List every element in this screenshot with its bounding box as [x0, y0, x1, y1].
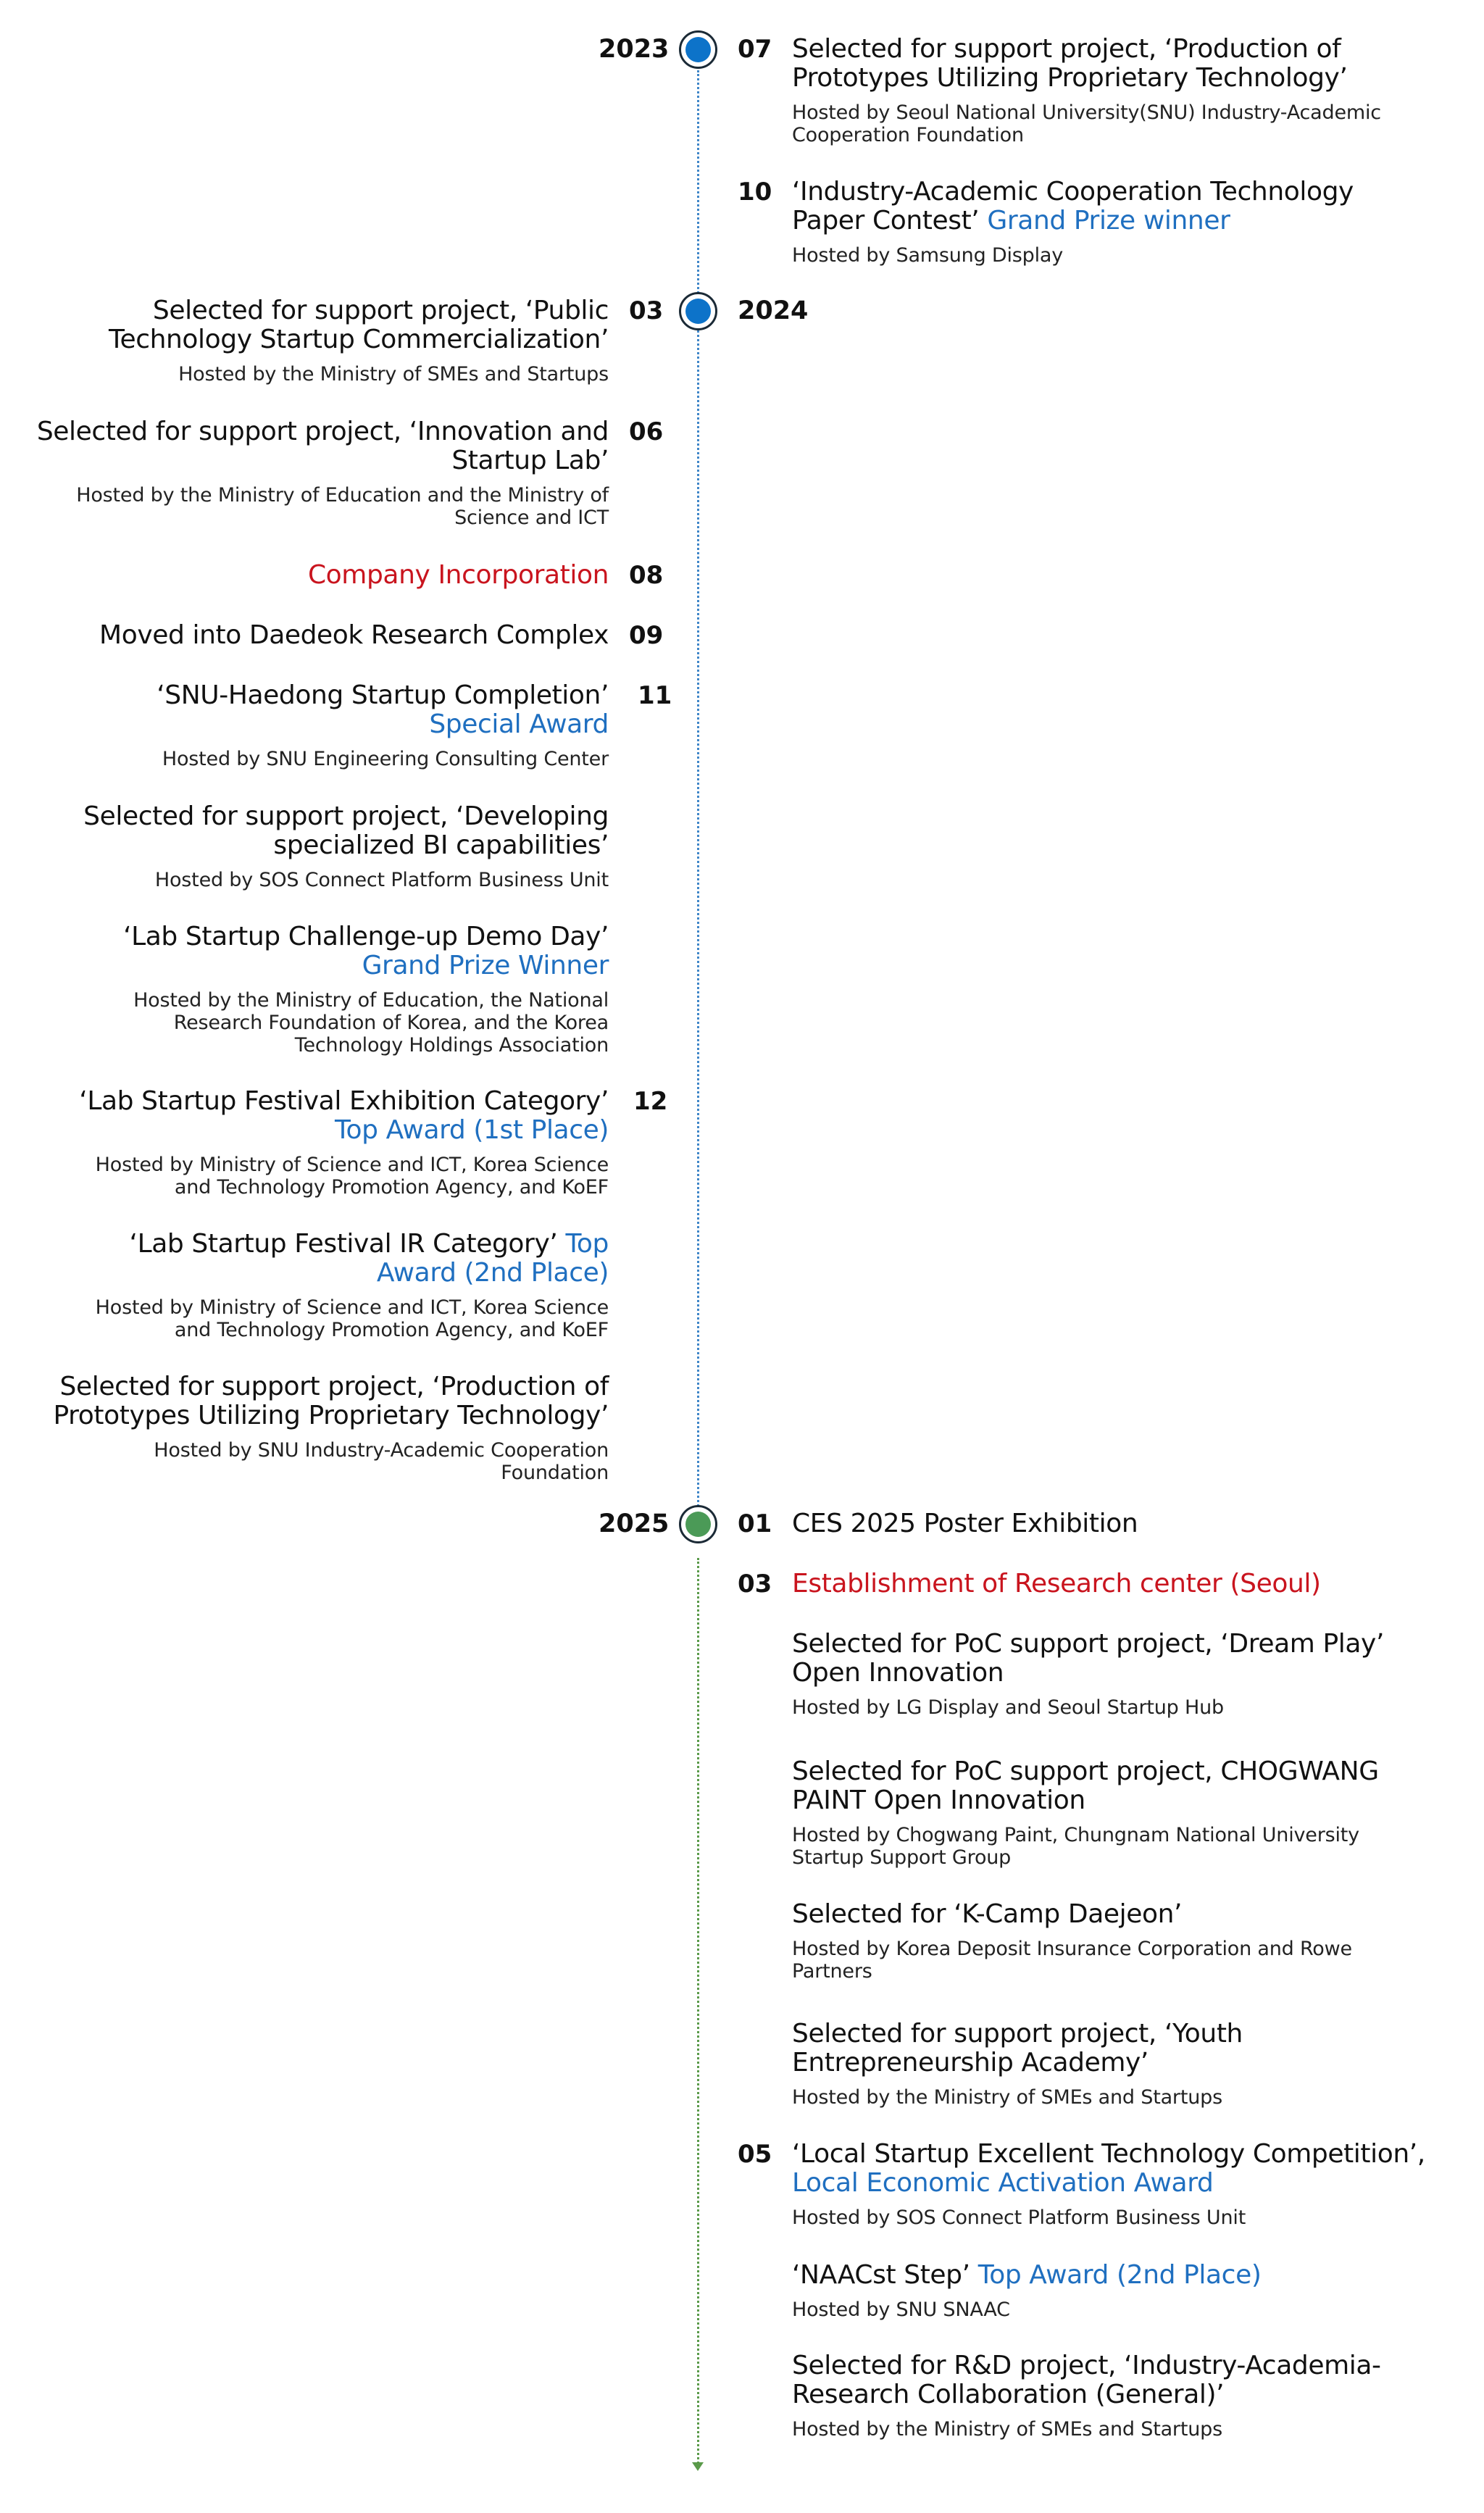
entry-title: CES 2025 Poster Exhibition [792, 1509, 1138, 1538]
month-label: 01 [738, 1509, 772, 1538]
entry-host: Hosted by the Ministry of Education and the Ministry of Science and ICT [76, 484, 609, 529]
year-node-2023-dot [685, 37, 711, 62]
entry-award: Top Award (2nd Place) [376, 1229, 609, 1288]
timeline-entry [792, 2020, 1430, 2109]
entry-host: Hosted by Ministry of Science and ICT, Korea Science and Technology Promotion Agency, and KoEF [95, 1154, 609, 1199]
entry-title: Selected for PoC support project, ‘Dream Play’ Open Innovation [792, 1629, 1384, 1688]
timeline-entry [29, 802, 609, 891]
month-label: 03 [629, 296, 664, 325]
year-node-2024-dot [685, 299, 711, 324]
entry-title: Selected for ‘K-Camp Daejeon’ [792, 1899, 1183, 1929]
entry-award: Local Economic Activation Award [792, 2168, 1214, 2198]
timeline-arrow-down-icon [692, 2462, 704, 2471]
year-node-2025 [679, 1505, 717, 1543]
timeline-line-2023-2025 [697, 70, 699, 1524]
entry-title: Selected for support project, ‘Innovation and Startup Lab’ [36, 417, 609, 475]
timeline-entry [29, 621, 609, 650]
entry-host: Hosted by Ministry of Science and ICT, Korea Science and Technology Promotion Agency, and KoEF [95, 1296, 609, 1341]
entry-host: Hosted by SNU SNAAC [792, 2299, 1010, 2321]
month-label: 11 [638, 681, 672, 710]
entry-title: Selected for PoC support project, CHOGWANG PAINT Open Innovation [792, 1756, 1379, 1815]
month-label: 10 [738, 178, 772, 207]
entry-award: Grand Prize Winner [362, 951, 609, 980]
entry-title-text: ‘Industry-Academic Cooperation Technology Paper Contest’ [792, 177, 1354, 236]
entry-host: Hosted by LG Display and Seoul Startup Hub [792, 1696, 1224, 1719]
entry-title: Selected for R&D project, ‘Industry-Academia-Research Collaboration (General)’ [792, 2351, 1381, 2409]
timeline-entry [792, 2140, 1444, 2229]
entry-title: Selected for support project, ‘Youth Entrepreneurship Academy’ [792, 2019, 1243, 2078]
month-label: 12 [633, 1087, 668, 1116]
timeline-entry [792, 1570, 1430, 1599]
entry-host: Hosted by SNU Engineering Consulting Center [162, 748, 609, 770]
entry-host: Hosted by SOS Connect Platform Business Unit [792, 2206, 1246, 2229]
entry-title: Company Incorporation [307, 560, 609, 590]
entry-title: ‘Lab Startup Challenge-up Demo Day’ [123, 922, 609, 951]
entry-title: Moved into Daedeok Research Complex [99, 620, 609, 650]
entry-title-text: ‘Lab Startup Festival IR Category’ [129, 1229, 558, 1259]
entry-title: ‘Lab Startup Festival Exhibition Category’ [79, 1086, 609, 1116]
entry-title: Selected for support project, ‘Public Technology Startup Commercialization’ [108, 296, 609, 354]
entry-title: Selected for support project, ‘Production of Prototypes Utilizing Proprietary Technology’ [792, 34, 1348, 93]
entry-host: Hosted by the Ministry of SMEs and Startups [792, 2086, 1222, 2109]
timeline-entry [29, 296, 609, 386]
month-label: 05 [738, 2140, 772, 2169]
year-label-2024: 2024 [738, 296, 809, 325]
month-label: 09 [629, 621, 664, 650]
timeline-entry [792, 1900, 1430, 1983]
year-label-2023: 2023 [599, 35, 670, 64]
entry-title [792, 178, 1430, 236]
entry-award: Special Award [429, 709, 609, 739]
timeline-entry [792, 2351, 1430, 2441]
entry-award: Top Award (1st Place) [335, 1115, 609, 1145]
entry-title: Selected for support project, ‘Production of Prototypes Utilizing Proprietary Technology’ [53, 1372, 609, 1430]
entry-title [792, 2261, 1430, 2290]
entry-host: Hosted by the Ministry of SMEs and Startups [792, 2418, 1222, 2441]
timeline-entry [29, 1372, 609, 1484]
entry-host: Hosted by Chogwang Paint, Chungnam National University Startup Support Group [792, 1824, 1359, 1869]
timeline-entry [792, 35, 1430, 146]
timeline-entry [29, 1087, 609, 1199]
entry-award: Top Award (2nd Place) [977, 2260, 1262, 2290]
year-label-2025: 2025 [599, 1509, 670, 1538]
entry-host: Hosted by SOS Connect Platform Business Unit [154, 869, 609, 891]
timeline-entry [792, 178, 1430, 267]
month-label: 03 [738, 1570, 772, 1599]
entry-title: ‘SNU-Haedong Startup Completion’ [157, 680, 609, 710]
timeline-entry [29, 1230, 609, 1341]
timeline-entry [29, 681, 609, 770]
timeline-entry [792, 1630, 1430, 1719]
entry-host: Hosted by SNU Industry-Academic Cooperation Foundation [154, 1439, 609, 1484]
timeline-entry [792, 1757, 1430, 1869]
month-label: 06 [629, 417, 664, 446]
entry-host: Hosted by Seoul National University(SNU) Industry-Academic Cooperation Foundation [792, 101, 1381, 146]
entry-host: Hosted by Samsung Display [792, 244, 1064, 267]
year-node-2024 [679, 292, 717, 330]
entry-host: Hosted by the Ministry of SMEs and Startups [178, 363, 609, 386]
entry-host: Hosted by the Ministry of Education, the National Research Foundation of Korea, and the Korea Technology Holdings Association [133, 989, 609, 1057]
timeline-entry [29, 561, 609, 590]
timeline-entry [792, 1509, 1430, 1538]
entry-title-text: ‘NAACst Step’ [792, 2260, 970, 2290]
timeline-entry [29, 417, 609, 529]
month-label: 07 [738, 35, 772, 64]
month-label: 08 [629, 561, 664, 590]
timeline-entry [792, 2261, 1430, 2321]
entry-title: Establishment of Research center (Seoul) [792, 1569, 1321, 1599]
timeline-entry [29, 922, 609, 1057]
entry-host: Hosted by Korea Deposit Insurance Corporation and Rowe Partners [792, 1938, 1352, 1983]
entry-title [109, 1230, 609, 1288]
entry-title: ‘Local Startup Excellent Technology Competition’, [792, 2139, 1425, 2169]
entry-title: Selected for support project, ‘Developing specialized BI capabilities’ [83, 801, 609, 860]
year-node-2025-dot [685, 1512, 711, 1537]
entry-award: Grand Prize winner [987, 206, 1230, 236]
timeline-line-2025 [697, 1558, 699, 2464]
year-node-2023 [679, 30, 717, 69]
